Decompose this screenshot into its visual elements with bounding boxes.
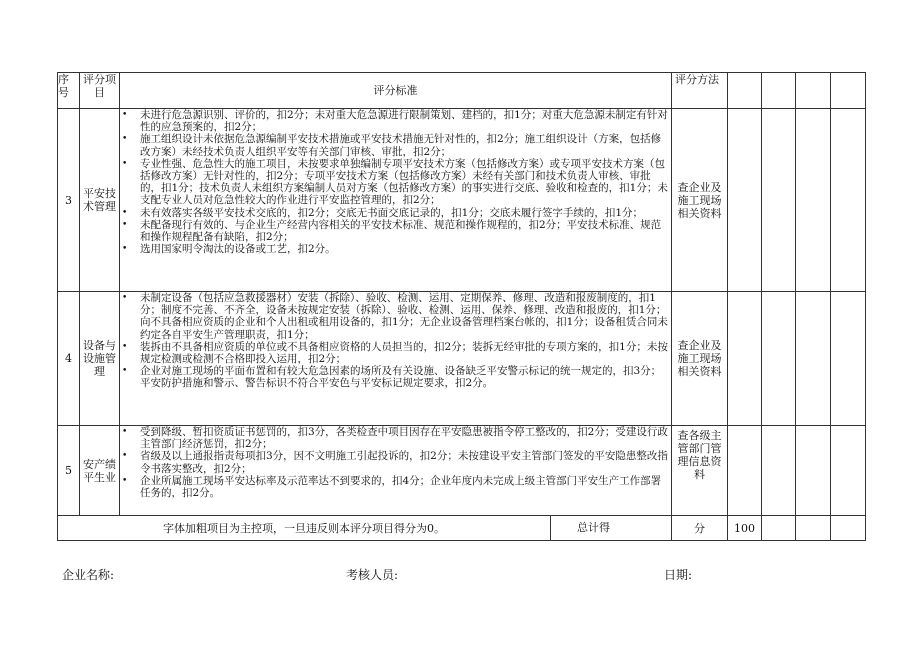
row-blank [762,109,796,292]
criteria-list [120,292,671,390]
row-blank [831,109,866,292]
total-blank [831,516,866,541]
criteria-text: 未进行危急源识别、评价的，扣2分；未对重大危急源进行限制策划、建档的，扣1分；对重大危急源未制定有针对性的应急预案的，扣2分； [140,109,668,134]
criteria-text: 企业所属施工现场平安达标率及示范率达不到要求的，扣4分；企业年度内未完成上级主管部门平安生产工作部署任务的，扣2分。 [140,474,662,500]
row-blank [796,292,831,426]
row-blank [762,292,796,426]
bullet-icon: • [122,158,128,169]
total-blank [796,516,831,541]
row-method: 查各级主管部门管理信息资料 [672,426,728,516]
table-row [58,426,866,516]
total-note [58,516,672,541]
total-label: 总计得 [550,516,671,540]
criteria-text: 未有效落实各级平安技术交底的，扣2分；交底无书面交底记录的，扣1分；交底未履行签字手续的，扣1分； [140,206,644,219]
header-seq: 序号 [58,73,80,109]
header-method: 评分方法 [672,73,728,109]
bullet-icon: • [122,207,128,218]
criteria-item [120,450,669,474]
bullet-icon: • [122,110,128,120]
total-score: 100 [728,516,762,541]
bullet-icon: • [122,219,128,230]
main-control-note: 字体加粗项目为主控项，一旦违反则本评分项目得分为0。 [163,521,445,535]
row-method: 查企业及施工现场相关资料 [672,109,728,292]
header-standard: 评分标准 [120,73,672,109]
row-blank [728,292,762,426]
header-blank-1 [728,73,762,109]
bullet-icon: • [122,427,128,437]
row-item: 安产绩平生业 [80,426,120,516]
row-seq: 3 [58,109,80,292]
total-unit: 分 [672,516,728,541]
row-criteria [120,292,672,426]
criteria-item [120,243,669,255]
criteria-item [120,365,669,389]
row-criteria [120,109,672,292]
bullet-icon: • [122,366,128,377]
row-blank [796,426,831,516]
row-criteria [120,426,672,516]
row-seq: 4 [58,292,80,426]
criteria-text: 企业对施工现场的平面布置和有较大危急因素的场所及有关设施、设备缺乏平安警示标记的统一规定的，扣3分；平安防护措施和警示、警告标识不符合平安色与平安标记规定要求，扣2分。 [140,365,662,390]
header-blank-3 [796,73,831,109]
criteria-text: 专业性强、危急性大的施工项目，未按要求单独编制专项平安技术方案（包括修改方案）或专项平安技术方案（包括修改方案）无针对性的，扣2分；专项平安技术方案（包括修改方案）未经有关部门和技术负责人审核、审批的，扣1分；技术负责人未组织方案编制人员对方案（包括修改方案）的事实进行交底、验收和检查的，扣1分；未支配专业人员对危急性较大的作业进行平安监控管理的，扣2分； [140,157,668,207]
bullet-icon: • [122,293,128,303]
criteria-item [120,426,669,450]
criteria-item [120,158,669,207]
bullet-icon: • [122,451,128,462]
criteria-item [120,133,669,157]
row-blank [831,292,866,426]
row-method: 查企业及施工现场相关资料 [672,292,728,426]
criteria-text: 装拆由不具备相应资质的单位或不具备相应资格的人员担当的，扣2分；装拆无经审批的专项方案的，扣1分；未按规定检测或检测不合格即投入运用，扣2分； [140,340,668,366]
row-blank [796,109,831,292]
criteria-item [120,109,669,133]
criteria-list [120,426,671,499]
table-row [58,109,866,292]
row-blank [831,426,866,516]
company-name-label: 企业名称: [62,568,115,582]
criteria-item [120,207,669,219]
criteria-list [120,109,671,255]
row-blank [728,109,762,292]
criteria-item [120,292,669,341]
criteria-text: 受到降级、暂扣资质证书惩罚的，扣3分，各类检查中项目因存在平安隐患被指令停工整改的，扣2分；受建设行政主管部门经济惩罚，扣2分； [140,426,668,451]
criteria-text: 未配备现行有效的、与企业生产经营内容相关的平安技术标准、规范和操作规程的，扣2分；平安技术标准、规范和操作规程配备有缺陷，扣2分； [140,218,662,244]
header-blank-2 [762,73,796,109]
criteria-text: 省级及以上通报指责每项扣3分，因不文明施工引起投诉的，扣2分；未按建设平安主管部门签发的平安隐患整改指令书落实整改，扣2分； [140,450,668,475]
total-blank [762,516,796,541]
criteria-text: 未制定设备（包括应急救援器材）安装（拆除）、验收、检测、运用、定期保养、修理、改造和报废制度的，扣1分；制度不完善、不齐全，设备未按规定安装（拆除）、验收、检测、运用、保养、修理、改造和报废的，扣1分；向不具备相应资质的企业和个人出租或租用设备的，扣1分；无企业设备管理档案台帐的，扣1分；设备租赁合同未约定各自平安生产管理职责，扣1分； [140,292,668,341]
score-table [57,72,866,541]
row-item: 设备与设施管理 [80,292,120,426]
criteria-item [120,219,669,243]
reviewer-label: 考核人员: [346,568,399,582]
bullet-icon: • [122,244,128,255]
bullet-icon: • [122,134,128,145]
date-label: 日期: [664,568,693,582]
row-blank [728,426,762,516]
header-blank-4 [831,73,866,109]
criteria-text: 施工组织设计未依据危急源编制平安技术措施或平安技术措施无针对性的，扣2分；施工组织设计（方案，包括修改方案）未经技术负责人组织平安等有关部门审核、审批，扣2分； [140,133,662,158]
total-row [58,516,866,541]
criteria-item [120,475,669,499]
criteria-item [120,341,669,365]
header-item: 评分项目 [80,73,120,109]
row-blank [762,426,796,516]
row-seq: 5 [58,426,80,516]
table-header-row [58,73,866,109]
bullet-icon: • [122,341,128,352]
bullet-icon: • [122,475,128,486]
row-item: 平安技术管理 [80,109,120,292]
table-row [58,292,866,426]
criteria-text: 选用国家明令淘汰的设备或工艺，扣2分。 [140,243,336,256]
